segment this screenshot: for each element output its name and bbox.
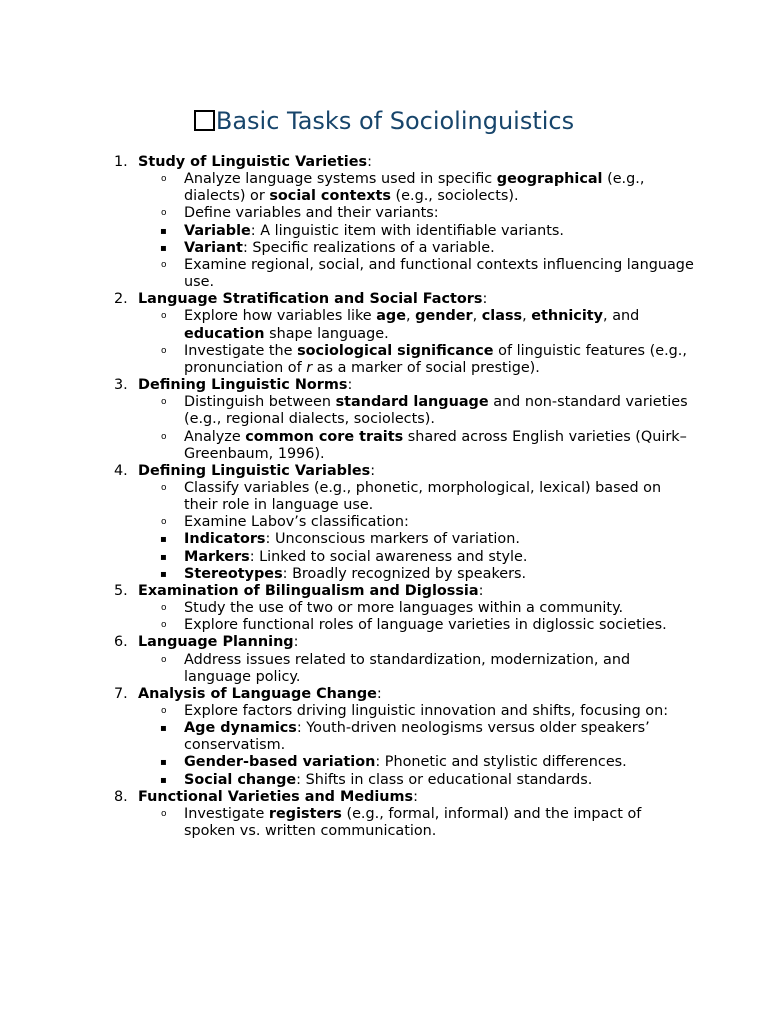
text-run: Explore factors driving linguistic innovation and shifts, focusing on: (184, 703, 669, 719)
text-run: : Specific realizations of a variable. (242, 239, 495, 256)
section-heading: Defining Linguistic Norms (138, 377, 348, 394)
square-bullet-icon: ▪ (160, 568, 167, 580)
section-heading: Examination of Bilingualism and Diglossia (138, 582, 479, 599)
hollow-bullet-icon: o (161, 259, 167, 270)
list-number: 2. (114, 291, 128, 308)
square-bullet-icon: ▪ (160, 534, 167, 546)
text-run: Explore how variables like (184, 308, 377, 325)
heading-colon: : (413, 788, 418, 805)
bold-term: Age dynamics (184, 720, 297, 737)
list-number: 4. (114, 462, 128, 479)
hollow-bullet-icon: o (161, 208, 167, 219)
text-run: Classify variables (e.g., phonetic, morphological, lexical) based on their role in language use. (184, 479, 662, 514)
square-bullet-icon: ▪ (160, 225, 167, 237)
list-item (114, 429, 694, 463)
section-heading: Language Stratification and Social Factors (138, 291, 483, 308)
list-item (114, 806, 694, 840)
bold-term: standard language (335, 394, 489, 411)
hollow-bullet-icon: o (161, 174, 167, 185)
list-number: 1. (114, 154, 128, 170)
text-run: Investigate the (184, 342, 298, 359)
list-item-section (114, 291, 694, 377)
text-run: Explore functional roles of language varieties in diglossic societies. (184, 617, 667, 634)
text-run: , (472, 308, 482, 325)
text-run: Address issues related to standardization, modernization, and language policy. (184, 651, 631, 685)
list-number: 3. (114, 377, 128, 394)
list-item (114, 652, 694, 686)
text-run: shape language. (264, 325, 389, 342)
list-item (114, 480, 694, 514)
text-run: and non-standard varieties (e.g., regional dialects, sociolects). (184, 394, 688, 428)
list-number: 6. (114, 634, 128, 651)
bold-term: Variable (184, 222, 251, 239)
square-bullet-icon: ▪ (160, 242, 167, 254)
bold-term: gender (415, 308, 473, 325)
text-run: : A linguistic item with identifiable variants. (250, 222, 564, 239)
hollow-bullet-icon: o (161, 431, 167, 442)
hollow-bullet-icon: o (161, 603, 167, 614)
section-heading: Language Planning (138, 634, 294, 651)
square-bullet-icon: ▪ (160, 723, 167, 735)
bold-term: age (376, 308, 406, 325)
bold-term: geographical (496, 171, 603, 188)
hollow-bullet-icon: o (161, 706, 167, 716)
list-item-section (114, 583, 694, 634)
hollow-bullet-icon: o (161, 517, 167, 528)
list-item-section (114, 789, 694, 840)
text-run: as a marker of social prestige). (312, 359, 540, 376)
text-run: shared across English varieties (Quirk–Greenbaum, 1996). (184, 428, 687, 462)
text-run: : Linked to social awareness and style. (249, 548, 528, 565)
text-run: Study the use of two or more languages within a community. (184, 600, 624, 617)
hollow-bullet-icon: o (161, 345, 167, 356)
sub-list-item (68, 531, 694, 548)
list-item (114, 394, 694, 428)
document-title-text: Basic Tasks of Sociolinguistics (215, 107, 575, 135)
text-run: (e.g., dialects) or (184, 171, 645, 205)
hollow-bullet-icon: o (161, 397, 167, 408)
list-item-section (114, 154, 694, 291)
text-run: Analyze language systems used in specific (184, 171, 497, 188)
list-item (114, 308, 694, 342)
bold-term: ethnicity (531, 308, 604, 325)
text-run: : Shifts in class or educational standards. (296, 771, 593, 788)
bold-term: Markers (184, 548, 250, 565)
square-bullet-icon: ▪ (160, 774, 167, 786)
checkbox-glyph-icon (194, 110, 215, 131)
text-run: : Youth-driven neologisms versus older speakers’ conservatism. (184, 720, 650, 754)
hollow-bullet-icon: o (161, 620, 167, 631)
list-number: 7. (114, 685, 128, 702)
bold-term: sociological significance (297, 342, 494, 359)
sub-list-item (68, 240, 694, 257)
text-run: , (406, 308, 416, 325)
text-run: Distinguish between (184, 394, 336, 411)
square-bullet-icon: ▪ (160, 757, 167, 769)
text-run: : Phonetic and stylistic differences. (375, 754, 627, 771)
sub-list-item (68, 720, 694, 754)
bold-term: Variant (184, 239, 243, 256)
sub-list-item (68, 566, 694, 583)
bold-term: Stereotypes (184, 565, 283, 582)
document-body (114, 154, 694, 840)
sub-list-item (68, 772, 694, 789)
text-run: r (306, 359, 313, 376)
hollow-bullet-icon: o (161, 311, 167, 322)
text-run: Analyze (184, 428, 246, 445)
list-number: 8. (114, 788, 128, 805)
heading-colon: : (482, 291, 488, 308)
bold-term: registers (268, 805, 342, 822)
text-run: Examine Labov’s classification: (184, 514, 409, 531)
sub-list-item (68, 549, 694, 566)
heading-colon: : (367, 154, 372, 170)
list-item-section (114, 377, 694, 463)
section-heading: Defining Linguistic Variables (138, 462, 371, 479)
heading-colon: : (478, 582, 484, 599)
heading-colon: : (293, 634, 299, 651)
list-item (114, 617, 694, 634)
list-item (114, 600, 694, 617)
bold-term: common core traits (245, 428, 404, 445)
text-run: Investigate (184, 805, 269, 822)
hollow-bullet-icon: o (161, 482, 167, 493)
hollow-bullet-icon: o (161, 808, 167, 819)
text-run: , (522, 308, 532, 325)
document-title (0, 106, 768, 136)
list-item (114, 257, 694, 291)
heading-colon: : (376, 685, 382, 702)
bold-term: Gender-based variation (184, 754, 376, 771)
text-run: Examine regional, social, and functional contexts influencing language use. (184, 256, 694, 291)
hollow-bullet-icon: o (161, 654, 167, 665)
section-heading: Study of Linguistic Varieties (138, 154, 368, 170)
text-run: of linguistic features (e.g., pronunciation of (184, 342, 687, 376)
text-run: Define variables and their variants: (184, 205, 439, 222)
list-item-section (114, 463, 694, 583)
bold-term: social contexts (269, 188, 391, 205)
text-run: : Unconscious markers of variation. (265, 531, 520, 548)
list-item-section (114, 686, 694, 789)
section-heading: Analysis of Language Change (138, 685, 377, 702)
heading-colon: : (370, 462, 376, 479)
list-item (114, 205, 694, 222)
list-item (114, 343, 694, 377)
list-item (114, 171, 694, 205)
bold-term: education (184, 325, 265, 342)
bold-term: Indicators (184, 531, 266, 548)
section-heading: Functional Varieties and Mediums (138, 788, 414, 805)
text-run: : Broadly recognized by speakers. (282, 565, 527, 582)
list-item (114, 514, 694, 531)
text-run: (e.g., formal, informal) and the impact of spoken vs. written communication. (184, 805, 642, 840)
text-run: (e.g., sociolects). (390, 188, 519, 205)
square-bullet-icon: ▪ (160, 551, 167, 563)
list-number: 5. (114, 582, 128, 599)
list-item (114, 703, 694, 720)
bold-term: Social change (184, 771, 297, 788)
sub-list-item (68, 754, 694, 771)
sub-list-item (68, 223, 694, 240)
text-run: , and (603, 308, 640, 325)
list-item-section (114, 634, 694, 685)
bold-term: class (481, 308, 523, 325)
heading-colon: : (347, 377, 353, 394)
